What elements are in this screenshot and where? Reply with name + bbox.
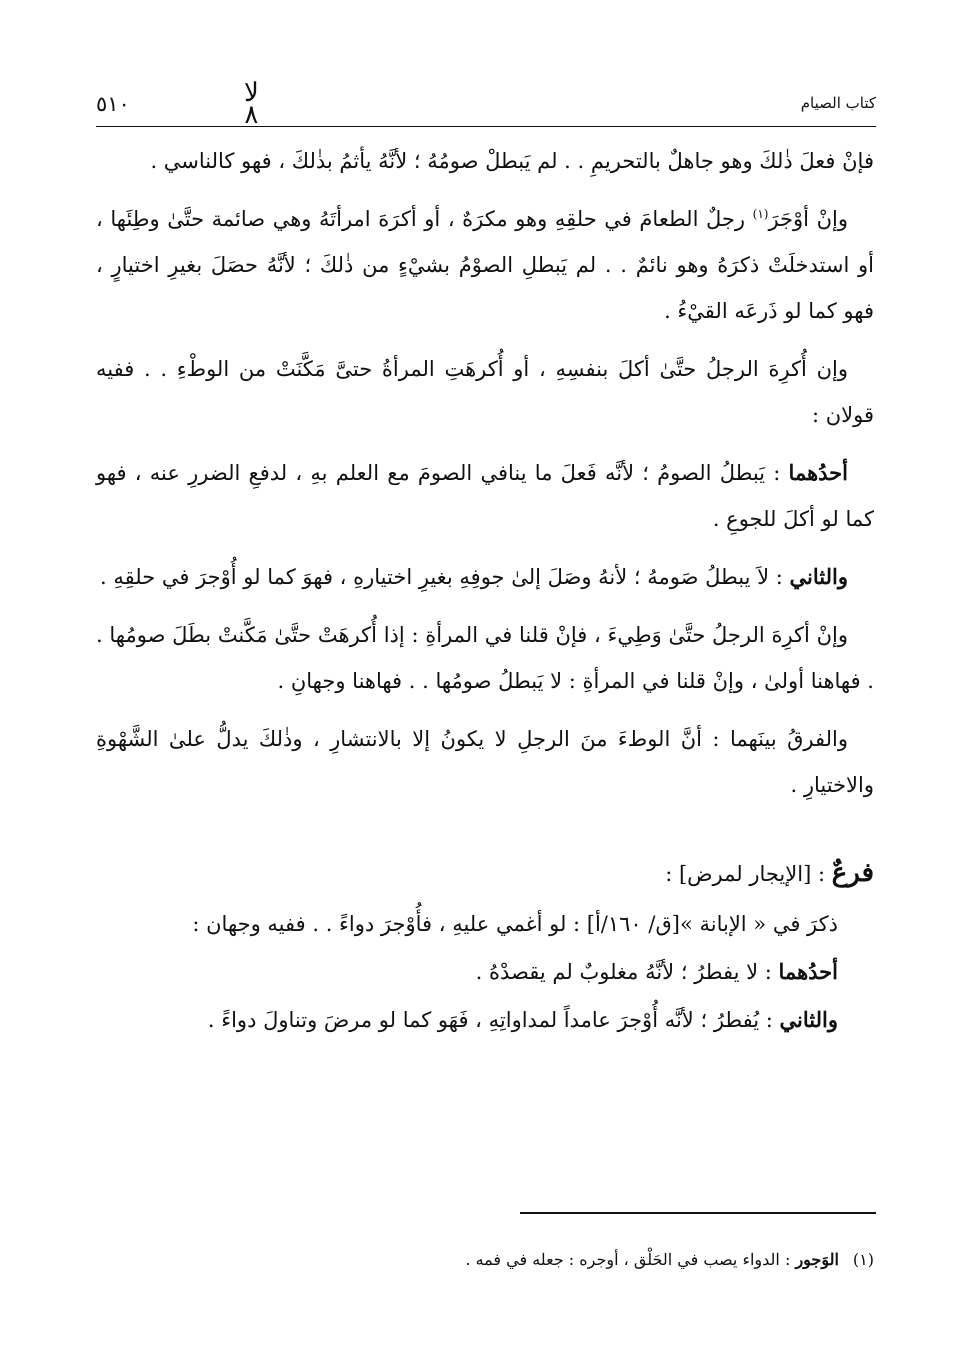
footnote-divider [520,1212,876,1214]
paragraph-2-start: وإنْ أوْجَرَ [768,207,848,231]
section-heading [96,850,874,897]
paragraph-6: وإنْ أكرِهَ الرجلُ حتَّىٰ وَطِيءَ ، فإنْ قلنا في المرأةِ : إذا أُكرهَتْ حتَّىٰ مَكَّنتْ بطَلَ صومُها . . فهاهنا أولىٰ ، وإنْ قلنا في المرأةِ : لا يَبطلُ صومُها . . فهاهنا وجهانِ . [96,623,874,693]
section-paragraph-2-lead: أحدُهما [778,959,838,984]
header-handwritten-mark [244,78,259,130]
footnote-text: : الدواء يصب في الحَلْق ، أوجره : جعله في فمه . [465,1250,796,1269]
section-paragraph-2 [96,949,874,995]
paragraph-5 [96,554,874,600]
paragraph-5-lead: والثاني [789,564,848,589]
paragraph-4-text: : يَبطلُ الصومُ ؛ لأنَّه فَعلَ ما ينافي الصومَ مع العلم بهِ ، لدفعِ الضررِ عنه ، فهو كما لو أكلَ للجوعِ . [96,461,874,531]
paragraph-2 [96,196,874,334]
paragraph-7: والفرقُ بينَهما : أنَّ الوطءَ منَ الرجلِ لا يكونُ إلا بالانتشارِ ، وذٰلكَ يدلُّ علىٰ الشَّهْوةِ والاختيارِ . [96,727,874,797]
section-paragraph-1: ذكرَ في « الإبانة »[ق/ ١٦٠/أ] : لو أغمي عليهِ ، فأُوْجرَ دواءً . . ففيه وجهان : [192,912,838,936]
section-paragraph-2-text: : لا يفطرُ ؛ لأنَّهُ مغلوبٌ لم يقصدْهُ . [475,960,779,984]
footnote-number: (١) [852,1250,874,1269]
header-mark-bottom: ٨ [244,100,259,130]
footnote-reference[interactable]: (١) [752,207,769,221]
paragraph-4-lead: أحدُهما [788,460,848,485]
page-header [96,78,876,130]
book-title: كتاب الصيام [800,94,876,112]
section-title: : [الإيجار لمرض] : [665,862,832,886]
paragraph-4 [96,450,874,542]
paragraph-5-text: : لاَ يبطلُ صَومهُ ؛ لأنهُ وصَلَ إلىٰ جوفِهِ بغيرِ اختيارهِ ، فهوَ كما لو أُوْجرَ في حلقِهِ . [100,565,790,589]
page-number: ٥١٠ [96,92,130,116]
section-paragraph-3-lead: والثاني [779,1007,838,1032]
footnote [96,1246,874,1274]
header-mark-top: لا [244,78,259,108]
paragraph-3: وإن أُكرِهَ الرجلُ حتَّىٰ أكلَ بنفسِهِ ، أو أُكرهَتِ المرأةُ حتىَّ مَكَّنَتْ من الوطْءِ . . ففيه قولان : [96,357,874,427]
section-paragraph-3-text: : يُفطرُ ؛ لأنَّه أُوْجرَ عامداً لمداواتِهِ ، فَهَو كما لو مرضَ وتناولَ دواءً . [207,1008,780,1032]
main-text [96,138,874,1045]
paragraph-1: فإنْ فعلَ ذٰلكَ وهو جاهلٌ بالتحريمِ . . لم يَبطلْ صومُهُ ؛ لأنَّهُ يأثمُ بذٰلكَ ، فهو كالناسي . [150,149,874,173]
paragraph-2-rest: رجلٌ الطعامَ في حلقِهِ وهو مكرَهٌ ، أو أكرَهَ امرأتَهُ وهي صائمة حتَّىٰ وطِئَها ، أو استدخلَتْ ذكرَهُ وهو نائمٌ . . لم يَبطلِ الصوْمُ بشيْءٍ من ذٰلكَ ؛ لأنَّهُ حصَلَ بغيرِ اختيارٍ ، فهو كما لو ذَرعَه القيْءُ . [96,207,874,323]
footnote-term: الوَجور [795,1250,839,1269]
section-body [96,901,874,1043]
section-label: فرعٌ [831,858,874,888]
section-paragraph-3 [96,997,874,1043]
